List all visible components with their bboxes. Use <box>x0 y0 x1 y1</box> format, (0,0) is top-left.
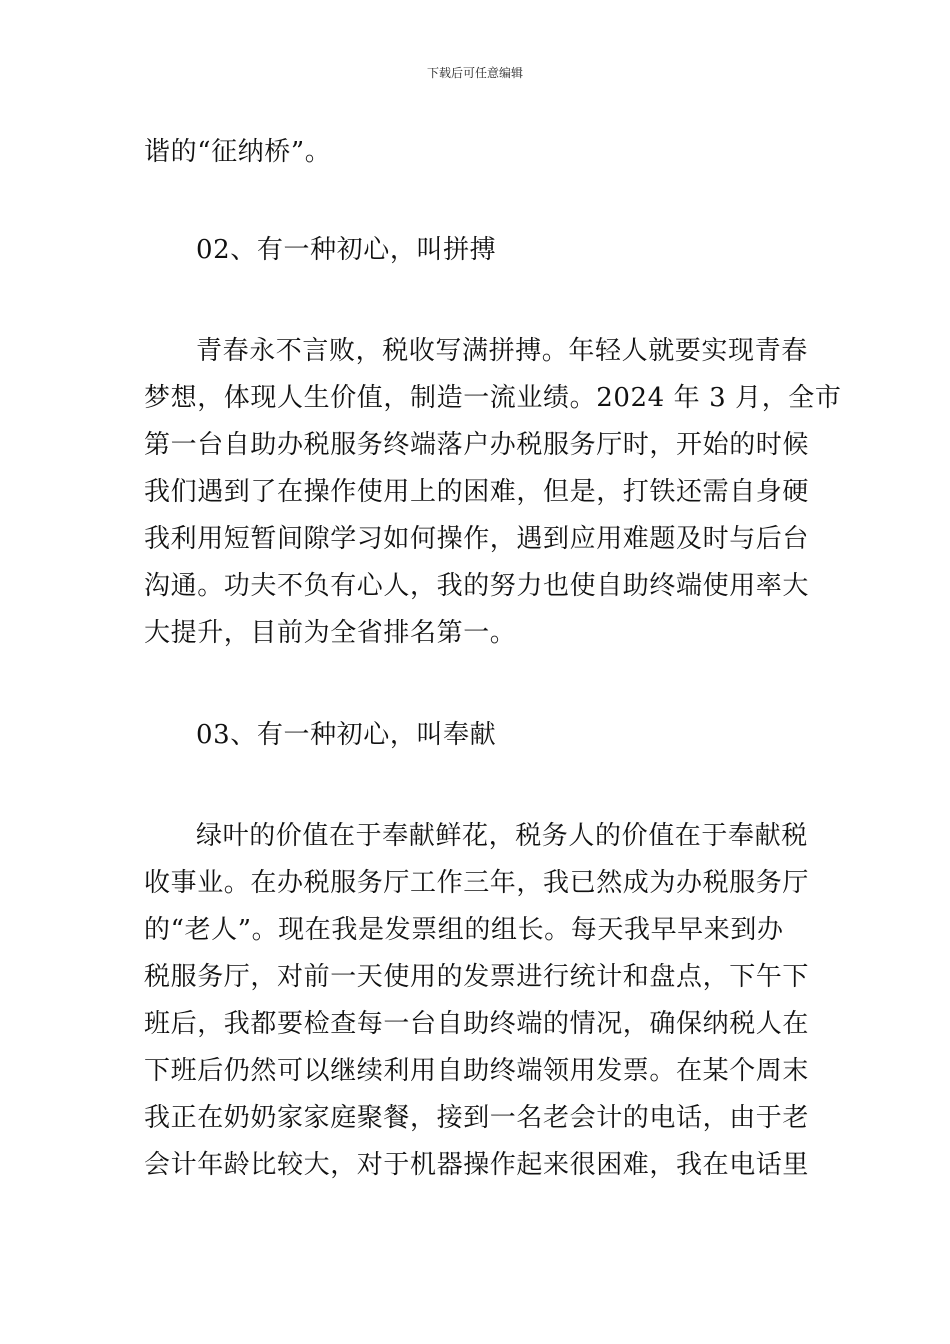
paragraph-line: 税服务厅，对前一天使用的发票进行统计和盘点，下午下 <box>144 962 810 992</box>
paragraph-line: 沟通。功夫不负有心人，我的努力也使自助终端使用率大 <box>144 571 810 601</box>
paragraph-line: 我们遇到了在操作使用上的困难，但是，打铁还需自身硬 <box>144 477 810 507</box>
paragraph-line: 谐的“征纳桥”。 <box>144 137 332 167</box>
paragraph-line: 梦想，体现人生价值，制造一流业绩。2024 年 3 月，全市 <box>144 383 842 413</box>
paragraph-line: 绿叶的价值在于奉献鲜花，税务人的价值在于奉献税 <box>196 821 808 851</box>
paragraph-line: 第一台自助办税服务终端落户办税服务厅时，开始的时候 <box>144 430 810 460</box>
paragraph-line: 大提升，目前为全省排名第一。 <box>144 618 517 648</box>
paragraph-line: 我正在奶奶家家庭聚餐，接到一名老会计的电话，由于老 <box>144 1103 810 1133</box>
paragraph-line: 会计年龄比较大，对于机器操作起来很困难，我在电话里 <box>144 1150 810 1180</box>
section-heading: 03、有一种初心，叫奉献 <box>196 720 497 750</box>
section-heading: 02、有一种初心，叫拼搏 <box>196 235 497 265</box>
page-header: 下载后可任意编辑 <box>426 66 523 80</box>
paragraph-line: 下班后仍然可以继续利用自助终端领用发票。在某个周末 <box>144 1056 810 1086</box>
paragraph-line: 班后，我都要检查每一台自助终端的情况，确保纳税人在 <box>144 1009 810 1039</box>
paragraph-line: 青春永不言败，税收写满拼搏。年轻人就要实现青春 <box>196 336 808 366</box>
paragraph-line: 我利用短暂间隙学习如何操作，遇到应用难题及时与后台 <box>144 524 810 554</box>
paragraph-line: 的“老人”。现在我是发票组的组长。每天我早早来到办 <box>144 915 784 945</box>
paragraph-line: 收事业。在办税服务厅工作三年，我已然成为办税服务厅 <box>144 868 810 898</box>
